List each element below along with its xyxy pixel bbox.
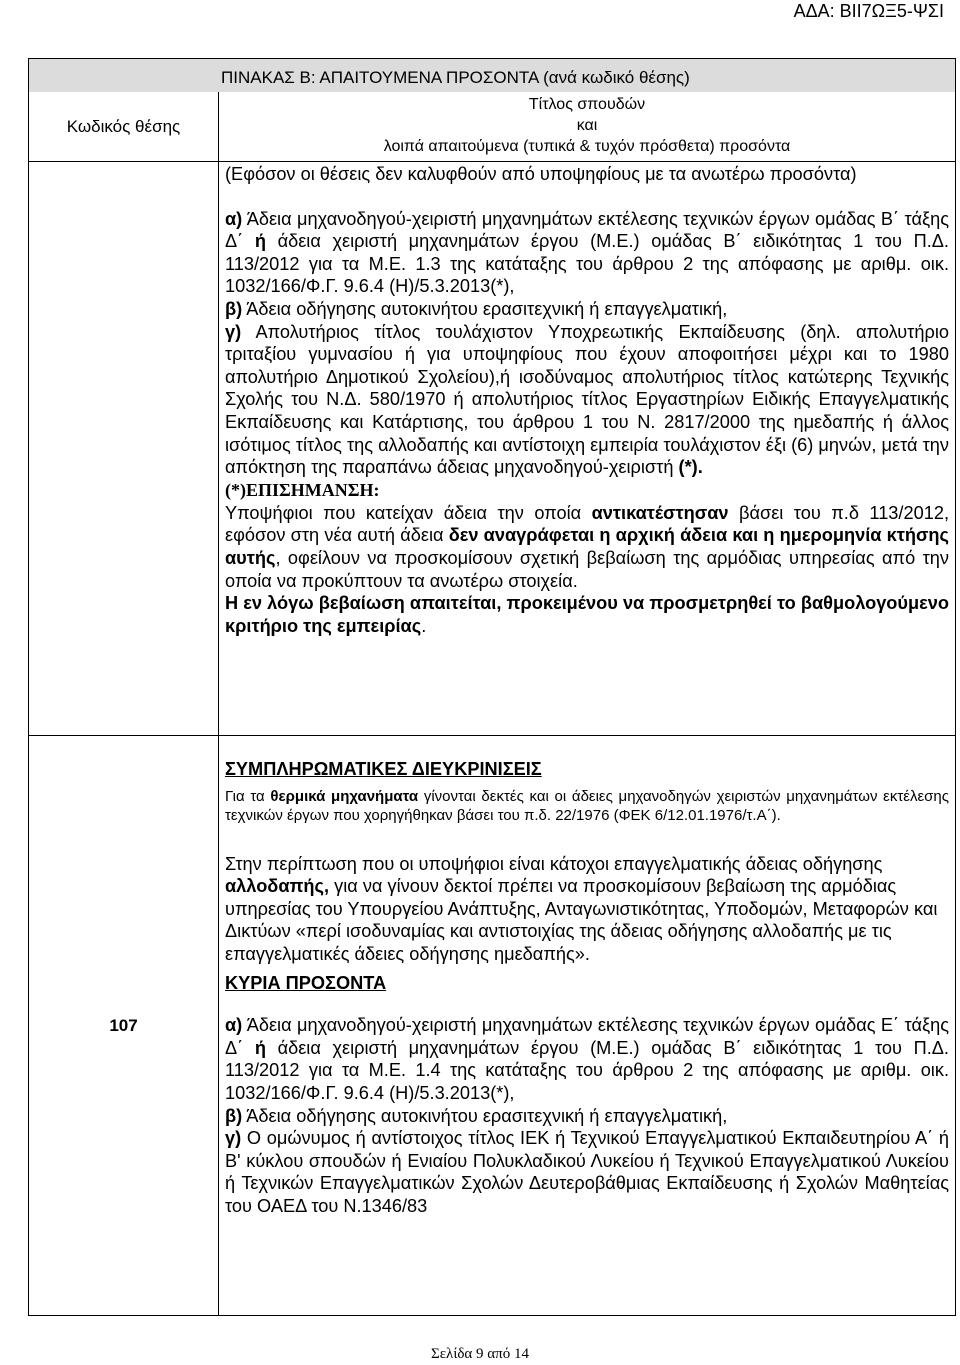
position-code: 107 <box>29 736 219 1316</box>
thermal-text-2: θερμικά μηχανήματα <box>270 787 419 805</box>
note-text-5: , οφείλουν να προσκομίσουν σχετική βεβαίωση της αρμόδιας υπηρεσίας από την οποία να προκύπτουν τα ανωτέρω στοιχεία. <box>225 547 949 591</box>
column-header-title <box>219 92 956 162</box>
col-header-line-2: και <box>576 117 598 134</box>
main-qualifications-heading: ΚΥΡΙΑ ΠΡΟΣΟΝΤΑ <box>225 972 387 993</box>
lower-requirements-cell <box>219 736 956 1316</box>
code-cell-upper <box>29 162 219 736</box>
item-c-label: γ) <box>225 321 242 342</box>
upper-item-a <box>225 208 949 298</box>
note-text-4: δεν αναγράφεται η αρχική άδεια και η ημερομηνία κτήσης αυτής <box>225 525 949 568</box>
lower-item-b <box>225 1105 949 1128</box>
lower-item-a-or: ή <box>254 1037 266 1058</box>
item-a-label: α) <box>225 208 243 229</box>
table-title: ΠΙΝΑΚΑΣ Β: ΑΠΑΙΤΟΥΜΕΝΑ ΠΡΟΣΟΝΤΑ (ανά κωδικό θέσης) <box>29 59 956 93</box>
note-bold-text: Η εν λόγω βεβαίωση απαιτείται, προκειμένου να προσμετρηθεί το βαθμολογούμενο κριτήριο της εμπειρίας <box>225 593 949 636</box>
note-emphasis <box>225 592 949 637</box>
lower-item-a-label: α) <box>225 1015 243 1036</box>
lower-item-a <box>225 1014 949 1104</box>
foreign-text-1: Στην περίπτωση που οι υποψήφιοι είναι κάτοχοι επαγγελματικής άδειας οδήγησης <box>225 853 883 874</box>
upper-item-c <box>225 321 949 479</box>
item-a-text-2: άδεια χειριστή μηχανημάτων έργου (Μ.Ε.) ομάδας Β΄ ειδικότητας 1 του Π.Δ. 113/2012 για τα Μ.Ε. 1.3 της κατάταξης του άρθρου 2 της απόφασης με αριθμ. οικ. 1032/166/Φ.Γ. 9.6.4 (Η)/5.3.2013(*), <box>225 231 949 297</box>
page-footer: Σελίδα 9 από 14 <box>431 1346 529 1362</box>
item-a-or: ή <box>254 231 266 252</box>
lower-item-c-label: γ) <box>225 1128 242 1149</box>
supplementary-heading: ΣΥΜΠΛΗΡΩΜΑΤΙΚΕΣ ΔΙΕΥΚΡΙΝΙΣΕΙΣ <box>225 759 542 779</box>
foreign-license-paragraph <box>225 853 949 966</box>
thermal-text-1: Για τα <box>225 787 265 805</box>
lower-item-c <box>225 1127 949 1217</box>
item-a-text-1: Άδεια μηχανοδηγού-χειριστή μηχανημάτων εκτέλεσης τεχνικών έργων ομάδας Β΄ τάξης Δ΄ <box>225 208 949 252</box>
upper-requirements-cell <box>219 162 956 736</box>
note-heading: (*)ΕΠΙΣΗΜΑΝΣΗ: <box>225 479 380 500</box>
column-header-code: Κωδικός θέσης <box>29 92 219 162</box>
col-header-line-3: λοιπά απαιτούμενα (τυπικά & τυχόν πρόσθετα) προσόντα <box>383 138 791 155</box>
foreign-text-2: αλλοδαπής, <box>225 876 330 897</box>
thermal-machines-paragraph <box>225 787 949 825</box>
lower-item-b-text: Άδεια οδήγησης αυτοκινήτου ερασιτεχνική ή επαγγελματική, <box>246 1105 728 1126</box>
requirements-table <box>28 58 956 1316</box>
item-b-label: β) <box>225 298 243 319</box>
item-c-text: Απολυτήριος τίτλος τουλάχιστον Υποχρεωτικής Εκπαίδευσης (δηλ. απολυτήριο τριταξίου γυμνασίου ή για υποψηφίους που έχουν αποφοιτήσει μέχρι και το 1980 απολυτήριο Δημοτικού Σχολείου),ή ισοδύναμος απολυτήριος τίτλος κατώτερης Τεχνικής Σχολής του Ν.Δ. 580/1970 ή απολυτήριος τίτλος Εργαστηρίων Ειδικής Επαγγελματικής Εκπαίδευσης και Κατάρτισης, του άρθρου 1 του Ν. 2817/2000 της ημεδαπής ή άλλος ισότιμος τίτλος της αλλοδαπής και αντίστοιχη εμπειρία τουλάχιστον έξι (6) μηνών, μετά την απόκτηση της παραπάνω άδειας μηχανοδηγού-χειριστή <box>225 321 949 478</box>
intro-paragraph: (Εφόσον οι θέσεις δεν καλυφθούν από υποψηφίους με τα ανωτέρω προσόντα) <box>225 164 857 184</box>
ada-code: ΑΔΑ: ΒΙΙ7ΩΞ5-ΨΣΙ <box>793 1 944 21</box>
upper-item-b <box>225 298 949 321</box>
lower-item-a-text-1: Άδεια μηχανοδηγού-χειριστή μηχανημάτων εκτέλεσης τεχνικών έργων ομάδας Ε΄ τάξης Δ΄ <box>225 1015 949 1058</box>
item-c-star: (*). <box>678 457 703 478</box>
item-b-text: Άδεια οδήγησης αυτοκινήτου ερασιτεχνική ή επαγγελματική, <box>246 298 728 319</box>
note-text-1: Υποψήφιοι που κατείχαν άδεια την οποία <box>225 502 582 523</box>
thermal-text-3: γίνονται δεκτές και οι άδειες μηχανοδηγών χειριστών μηχανημάτων εκτέλεσης τεχνικών έργων που χορηγήθηκαν βάσει του π.δ. 22/1976 (ΦΕΚ 6/12.01.1976/τ.Α΄). <box>225 787 949 824</box>
col-header-line-1: Τίτλος σπουδών <box>528 96 646 113</box>
note-text-3: βάσει του π.δ 113/2012, εφόσον στη νέα αυτή άδεια <box>225 502 949 546</box>
foreign-text-3: για να γίνουν δεκτοί πρέπει να προσκομίσουν βεβαίωση της αρμόδιας υπηρεσίας του Υπουργείου Ανάπτυξης, Ανταγωνιστικότητας, Υποδομών, Μεταφορών και Δικτύων «περί ισοδυναμίας και αντιστοιχίας της άδειας οδήγησης αλλοδαπής με τις επαγγελματικές άδειες οδήγησης ημεδαπής». <box>225 876 938 964</box>
note-paragraph <box>225 502 949 592</box>
note-text-2: αντικατέστησαν <box>591 502 729 523</box>
note-end: . <box>421 615 427 636</box>
lower-item-b-label: β) <box>225 1105 243 1126</box>
lower-item-a-text-2: άδεια χειριστή μηχανημάτων έργου (Μ.Ε.) ομάδας Β΄ ειδικότητας 1 του Π.Δ. 113/2012 για τα Μ.Ε. 1.4 της κατάταξης του άρθρου 2 της απόφασης με αριθμ. οικ. 1032/166/Φ.Γ. 9.6.4 (Η)/5.3.2013(*), <box>225 1037 949 1103</box>
lower-item-c-text: Ο ομώνυμος ή αντίστοιχος τίτλος ΙΕΚ ή Τεχνικού Επαγγελματικού Εκπαιδευτηρίου Α΄ ή Β' κύκλου σπουδών ή Ενιαίου Πολυκλαδικού Λυκείου ή Τεχνικού Επαγγελματικού Λυκείου ή Τεχνικών Επαγγελματικών Σχολών Δευτεροβάθμιας Εκπαίδευσης ή Σχολών Μαθητείας του ΟΑΕΔ του Ν.1346/83 <box>225 1128 949 1216</box>
